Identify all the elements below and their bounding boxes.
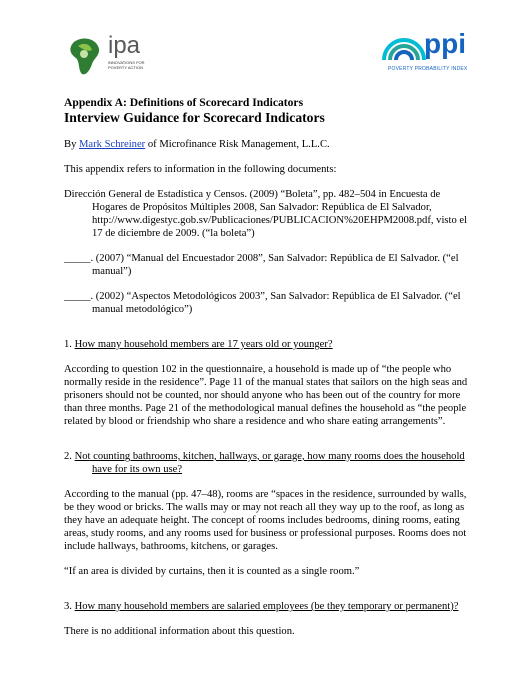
intro-text: This appendix refers to information in the following documents: — [64, 164, 337, 175]
by-suffix: of Microfinance Risk Management, L.L.C. — [145, 139, 330, 150]
question-number: 2. — [64, 451, 75, 462]
ppi-tagline: POVERTY PROBABILITY INDEX — [388, 66, 468, 72]
arc-icon — [380, 30, 426, 64]
ppi-logo — [380, 28, 475, 83]
question-1-body: According to question 102 in the questionnaire, a household is made up of “the people who normally reside in the residence”. Page 11 of the manual states that sailors on the high seas and prisoners should not be counted, nor should anyone who has been out of the country for more than three months. Page 21 of the methodological manual defines the household as “the people related by blood or friendship who share a residence and who share eating arrangements”. — [64, 364, 468, 427]
question-3-body: There is no additional information about this question. — [64, 626, 295, 637]
africa-leaf-icon — [64, 34, 108, 78]
question-text: Not counting bathrooms, kitchen, hallways, or garage, how many rooms does the household have for its own use? — [74, 451, 465, 475]
reference-item: _____. (2002) “Aspectos Metodológicos 2003”, San Salvador: República de El Salvador. (“el manual metodológico”) — [64, 291, 461, 315]
page-title: Interview Guidance for Scorecard Indicators — [64, 110, 325, 125]
document-body — [64, 96, 474, 650]
question-3 — [64, 600, 474, 613]
question-text: How many household members are 17 years old or younger? — [74, 339, 333, 350]
ipa-logo — [64, 30, 154, 80]
appendix-heading: Appendix A: Definitions of Scorecard Indicators — [64, 96, 304, 109]
question-2 — [64, 450, 474, 476]
reference-item: Dirección General de Estadística y Censos. (2009) “Boleta”, pp. 482–504 in Encuesta de Hogares de Propósitos Múltiples 2008, San Salvador: República de El Salvador, http://www.digestyc.gob.sv/Publicaciones/PUBLICACION%20EHPM2008.pdf, visto el 17 de diciembre de 2009. (“la boleta”) — [64, 189, 468, 239]
ipa-tagline: INNOVATIONS FOR POVERTY ACTION — [108, 60, 145, 70]
author-link[interactable]: Mark Schreiner — [79, 139, 146, 150]
question-2-body-quote: “If an area is divided by curtains, then it is counted as a single room.” — [64, 566, 360, 577]
by-prefix: By — [64, 139, 80, 150]
question-number: 3. — [64, 601, 75, 612]
byline — [64, 138, 474, 151]
ipa-wordmark: ipa — [108, 32, 141, 59]
question-2-body: According to the manual (pp. 47–48), rooms are “spaces in the residence, surrounded by walls, be they wood or bricks. The walls may or may not reach all they way up to the roof, as long as they have an adequate height. The concept of rooms includes bedrooms, dining rooms, eating areas, study rooms, and any rooms used for business or professional purposes. Rooms does not include hallways, bathrooms, kitchens, or garages. — [64, 489, 467, 552]
ppi-wordmark: ppi — [424, 28, 466, 59]
question-number: 1. — [64, 339, 75, 350]
question-text: How many household members are salaried employees (be they temporary or permanent)? — [74, 601, 459, 612]
reference-item: _____. (2007) “Manual del Encuestador 2008”, San Salvador: República de El Salvador. (“el manual”) — [64, 253, 459, 277]
question-1 — [64, 338, 474, 351]
